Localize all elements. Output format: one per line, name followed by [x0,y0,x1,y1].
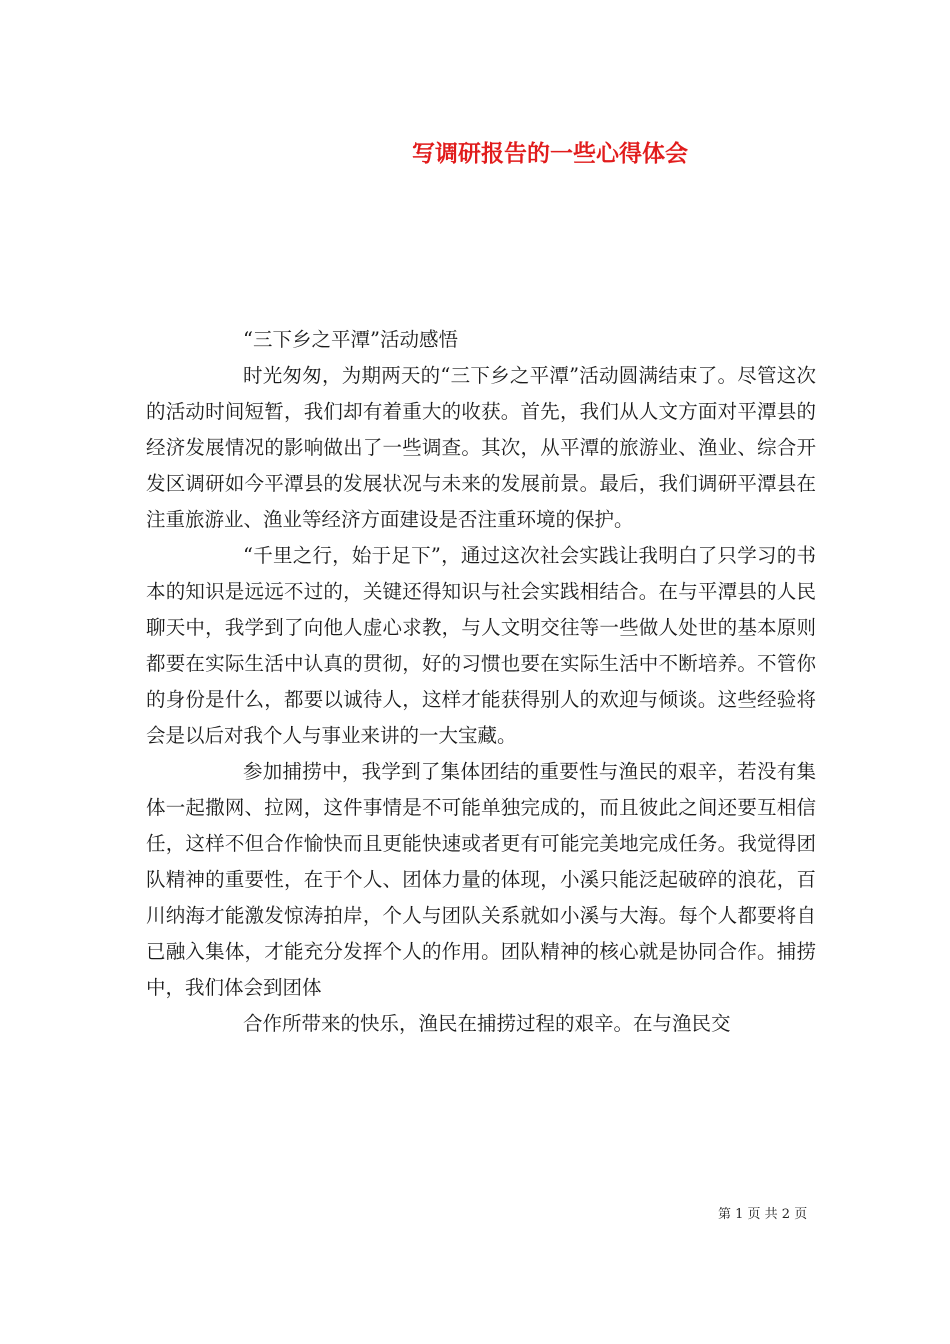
page-number-footer: 第 1 页 共 2 页 [718,1207,808,1222]
document-subtitle: “三下乡之平潭”活动感悟 [243,328,458,351]
paragraph: “千里之行，始于足下”，通过这次社会实践让我明白了只学习的书本的知识是远远不过的，关键还得知识与社会实践相结合。在与平潭县的人民聊天中，我学到了向他人虚心求教，与人文明交往等一些做人处世的基本原则都要在实际生活中认真的贯彻，好的习惯也要在实际生活中不断培养。不管你的身份是什么，都要以诚待人，这样才能获得别人的欢迎与倾谈。这些经验将会是以后对我个人与事业来讲的一大宝藏。 [146,544,816,747]
document-body [146,322,816,1042]
document-title: 写调研报告的一些心得体会 [412,140,688,167]
paragraph: 合作所带来的快乐，渔民在捕捞过程的艰辛。在与渔民交 [243,1012,731,1035]
paragraph: 时光匆匆，为期两天的“三下乡之平潭”活动圆满结束了。尽管这次的活动时间短暂，我们却有着重大的收获。首先，我们从人文方面对平潭县的经济发展情况的影响做出了一些调查。其次，从平潭的旅游业、渔业、综合开发区调研如今平潭县的发展状况与未来的发展前景。最后，我们调研平潭县在注重旅游业、渔业等经济方面建设是否注重环境的保护。 [146,364,816,531]
paragraph: 参加捕捞中，我学到了集体团结的重要性与渔民的艰辛，若没有集体一起撒网、拉网，这件事情是不可能单独完成的，而且彼此之间还要互相信任，这样不但合作愉快而且更能快速或者更有可能完美地完成任务。我觉得团队精神的重要性，在于个人、团体力量的体现，小溪只能泛起破碎的浪花，百川纳海才能激发惊涛拍岸，个人与团队关系就如小溪与大海。每个人都要将自已融入集体，才能充分发挥个人的作用。团队精神的核心就是协同合作。捕捞中，我们体会到团体 [146,760,816,999]
